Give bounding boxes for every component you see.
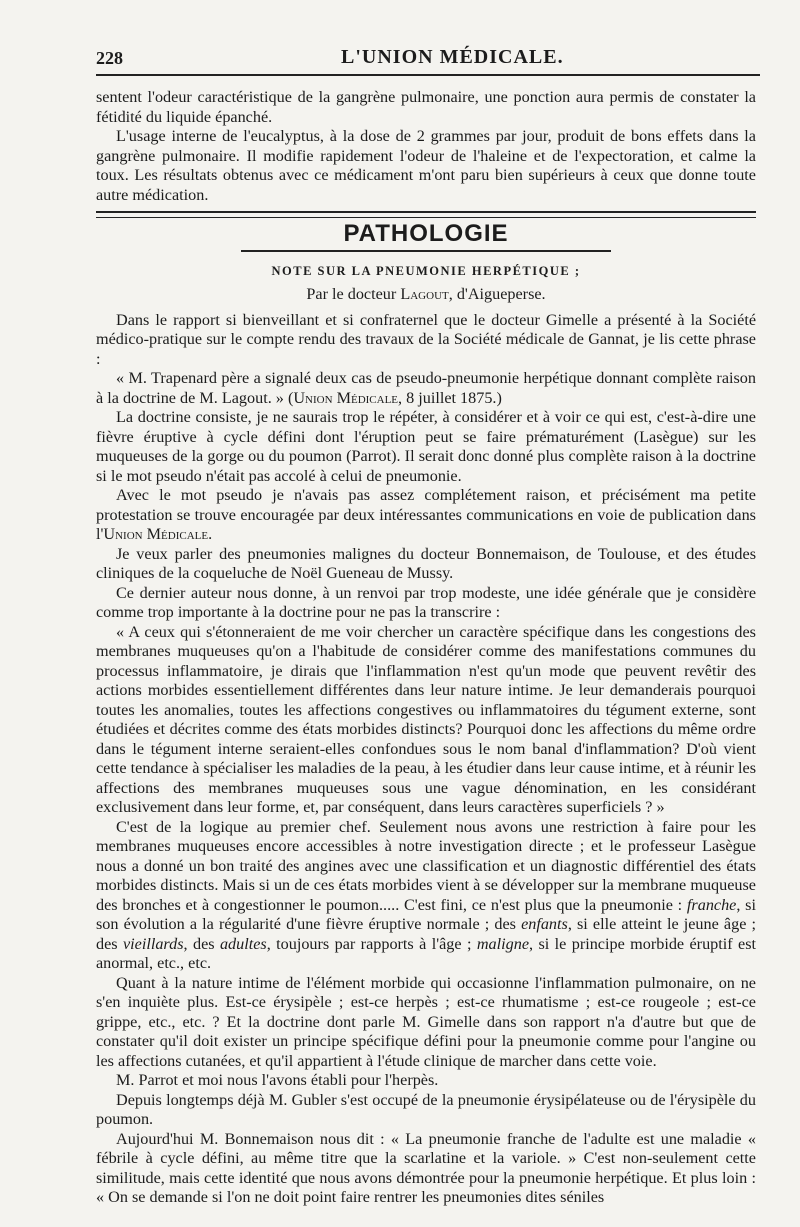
article-title: NOTE SUR LA PNEUMONIE HERPÉTIQUE ; [271, 263, 581, 278]
paragraph-3: La doctrine consiste, je ne saurais trop le répéter, à considérer et à voir ce qui est, c'est-à-dire une fièvre éruptive à cycle défini dont l'éruption peut se faire prématurément (Lasègue) sur les muqueuses de la gorge ou du poumon (Parrot). Il serait donc donné plus complète raison à la doctrine si le mot pseudo n'était pas accolé à celui de pneumonie. [96, 408, 756, 485]
section-divider [96, 211, 756, 218]
term-adultes: adultes [219, 934, 267, 953]
paragraph-1: Dans le rapport si bienveillant et si confraternel que le docteur Gimelle a présenté à la Société médico-pratique sur le compte rendu des travaux de la Société médicale de Gannat, je lis cette phrase : [96, 310, 756, 368]
p7-e: , toujours par rapports à l'âge ; [266, 934, 477, 953]
intro-paragraph-2: L'usage interne de l'eucalyptus, à la dose de 2 grammes par jour, produit de bons effets dans la gangrène pulmonaire. Il modifie rapidement l'odeur de l'haleine et de l'expectoration, et calme la toux. Les résultats obtenus avec ce médicament m'ont paru bien supérieurs à ceux que donne toute autre médication. [96, 127, 756, 204]
page-number: 228 [96, 48, 123, 68]
article-byline [96, 285, 756, 305]
p2-text: « M. Trapenard père a signalé deux cas de pseudo-pneumonie herpétique donnant complète raison à la doctrine de M. Lagout. » ( [96, 369, 756, 407]
paragraph-5: Je veux parler des pneumonies malignes du docteur Bonnemaison, de Toulouse, et des études cliniques de la coqueluche de Noël Gueneau de Mussy. [96, 544, 756, 582]
term-franche: franche [686, 895, 737, 914]
paragraph-8: Quant à la nature intime de l'élément morbide qui occasionne l'inflammation pulmonaire, on ne s'en inquiète plus. Est-ce érysipèle ; est-ce herpès ; est-ce rhumatisme ; est-ce rougeole ; est-ce grippe, etc., etc. ? Et la doctrine dont parle M. Gimelle dans son rapport n'a d'autre but que de constater qu'il doit exister un principe spécifique défini pour la pneumonie comme pour l'angine ou les affections cutanées, et qu'il appartient à l'étude clinique de marcher dans cette voie. [96, 973, 756, 1070]
term-vieillards: vieillards [122, 934, 184, 953]
page-header [96, 46, 760, 76]
intro-paragraph-1: sentent l'odeur caractéristique de la gangrène pulmonaire, une ponction aura permis de constater la fétidité du liquide épanché. [96, 88, 756, 126]
block-quote: « A ceux qui s'étonneraient de me voir chercher un caractère spécifique dans les congestions des membranes muqueuses qu'on a l'habitude de considérer comme des manifestations communes du processus inflammatoire, je dirais que l'inflammation n'est qu'un mode que peuvent revêtir des actions morbides essentiellement différentes dans leur nature intime. Je leur demanderais pourquoi toutes les anomalies, toutes les affections congestives ou inflammatoires du tégument externe, sont étudiées et décrites comme des états morbides distincts? Pourquoi donc les affections du même ordre dans le tégument interne seraient-elles confondues sous le nom banal d'inflammation? D'où vient cette tendance à spécialiser les maladies de la peau, à les étudier dans leur cause intime, et à réunir les affections des membranes muqueuses sous une vague dénomination, en les considérant exclusivement dans leur forme, et, par conséquent, dans leurs caractères superficiels ? » [96, 622, 756, 816]
page-body [96, 88, 756, 1208]
byline-prefix: Par le docteur [306, 285, 397, 303]
p7-f: , si le principe morbide éruptif est anormal, etc., etc. [96, 934, 757, 972]
p7-a: C'est de la logique au premier chef. Seulement nous avons une restriction à faire pour les membranes muqueuses encore accessibles à notre investigation directe ; et le professeur Lasègue nous a donné un bon traité des angines avec une classification et un diagnostic différentiel des états morbides distincts. Mais si un de ces états morbides vient à se développer sur la membrane muqueuse des bronches et à congestionner le poumon..... C'est fini, ce n'est plus que la pneumonie : [96, 817, 756, 914]
p4-text: Avec le mot pseudo je n'avais pas assez complétement raison, et précisément ma petite protestation se trouve encouragée par deux intéressantes communications en voie de publication dans l' [96, 486, 756, 543]
p2-after: , 8 juillet 1875.) [398, 388, 502, 407]
paragraph-6: Ce dernier auteur nous donne, à un renvoi par trop modeste, une idée générale que je considère comme trop importante à la doctrine pour ne pas la transcrire : [96, 583, 756, 621]
p7-b: , si son évolution a la régularité d'une fièvre éruptive normale ; des [96, 895, 756, 933]
p7-d: , des [183, 934, 220, 953]
paragraph-10: Depuis longtemps déjà M. Gubler s'est occupé de la pneumonie érysipélateuse ou de l'érysipèle du poumon. [96, 1090, 756, 1128]
byline-suffix: , d'Aigueperse. [448, 285, 546, 303]
term-enfants: enfants [521, 915, 568, 933]
paragraph-7 [96, 818, 756, 974]
author-name: Lagout [400, 285, 449, 303]
paragraph-2 [96, 369, 756, 408]
p7-c: , si elle atteint le jeune âge ; des [96, 915, 756, 953]
p4-after: . [208, 525, 213, 543]
paragraph-11: Aujourd'hui M. Bonnemaison nous dit : « La pneumonie franche de l'adulte est une maladie « fébrile à cycle défini, au même titre que la scarlatine et la variole. » C'est non-seulement cette similitude, mais cette identité que nous avons démontrée pour la pneumonie herpétique. Et plus loin : « On se demande si l'on ne doit point faire rentrer les pneumonies dites séniles [96, 1129, 756, 1206]
journal-name: Union Médicale [103, 525, 209, 543]
paragraph-9: M. Parrot et moi nous l'avons établi pour l'herpès. [116, 1071, 439, 1089]
term-maligne: maligne [476, 934, 530, 953]
paragraph-4 [96, 486, 756, 545]
running-title: L'UNION MÉDICALE. [341, 46, 564, 68]
journal-name: Union Médicale [293, 388, 399, 407]
section-title: PATHOLOGIE [343, 220, 509, 247]
section-title-rule [241, 250, 611, 252]
